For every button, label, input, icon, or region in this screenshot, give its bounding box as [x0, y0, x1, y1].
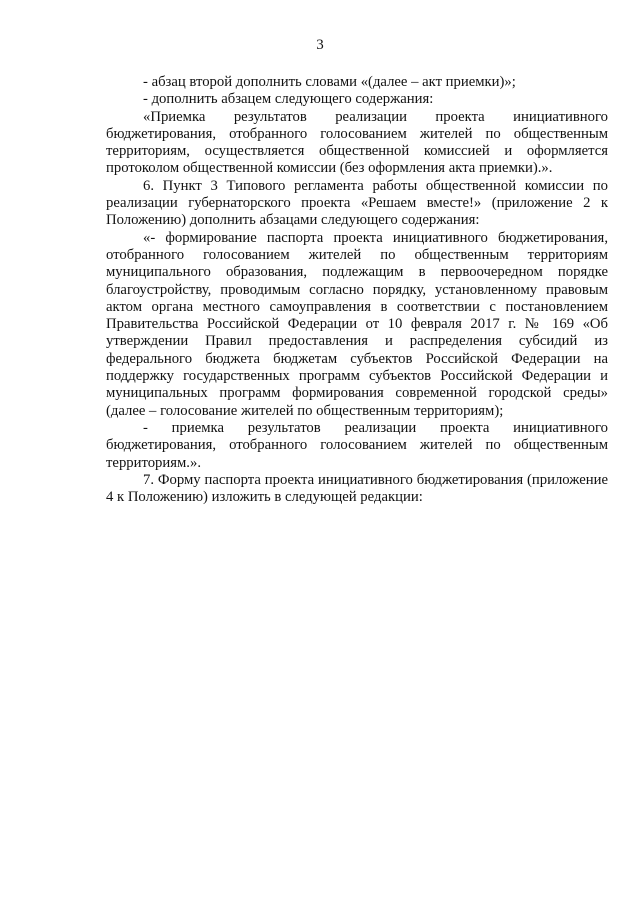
document-body	[106, 74, 608, 506]
paragraph-formirovanie-pasporta: «- формирование паспорта проекта инициативного бюджетирования, отобранного голосованием жителей по общественным территориям муниципального образования, подлежащим в первоочередном порядке благоустройству, проводимым согласно порядку, установленному правовым актом органа местного самоуправления в соответствии с постановлением Правительства Российской Федерации от 10 февраля 2017 г. № 169 «Об утверждении Правил предоставления и распределения субсидий из федерального бюджета бюджетам субъектов Российской Федерации на поддержку государственных программ субъектов Российской Федерации и муниципальных программ формирования современной городской среды» (далее – голосование жителей по общественным территориям);	[106, 229, 608, 419]
paragraph-item-6: 6. Пункт 3 Типового регламента работы общественной комиссии по реализации губернаторского проекта «Решаем вместе!» (приложение 2 к Положению) дополнить абзацами следующего содержания:	[106, 177, 608, 229]
paragraph-dopolnit-abzacem: - дополнить абзацем следующего содержания:	[143, 91, 434, 108]
page-number: 3	[316, 37, 324, 53]
paragraph-abzac-vtoroy: - абзац второй дополнить словами «(далее – акт приемки)»;	[143, 74, 516, 90]
paragraph-priemka-quote: «Приемка результатов реализации проекта инициативного бюджетирования, отобранного голосованием жителей по общественным территориям, осуществляется общественной комиссией и оформляется протоколом общественной комиссии (без оформления акта приемки).».	[106, 108, 608, 177]
paragraph-item-7: 7. Форму паспорта проекта инициативного бюджетирования (приложение 4 к Положению) изложить в следующей редакции:	[106, 471, 608, 506]
paragraph-priemka-rezultatov: - приемка результатов реализации проекта инициативного бюджетирования, отобранного голосованием жителей по общественным территориям.».	[106, 419, 608, 471]
